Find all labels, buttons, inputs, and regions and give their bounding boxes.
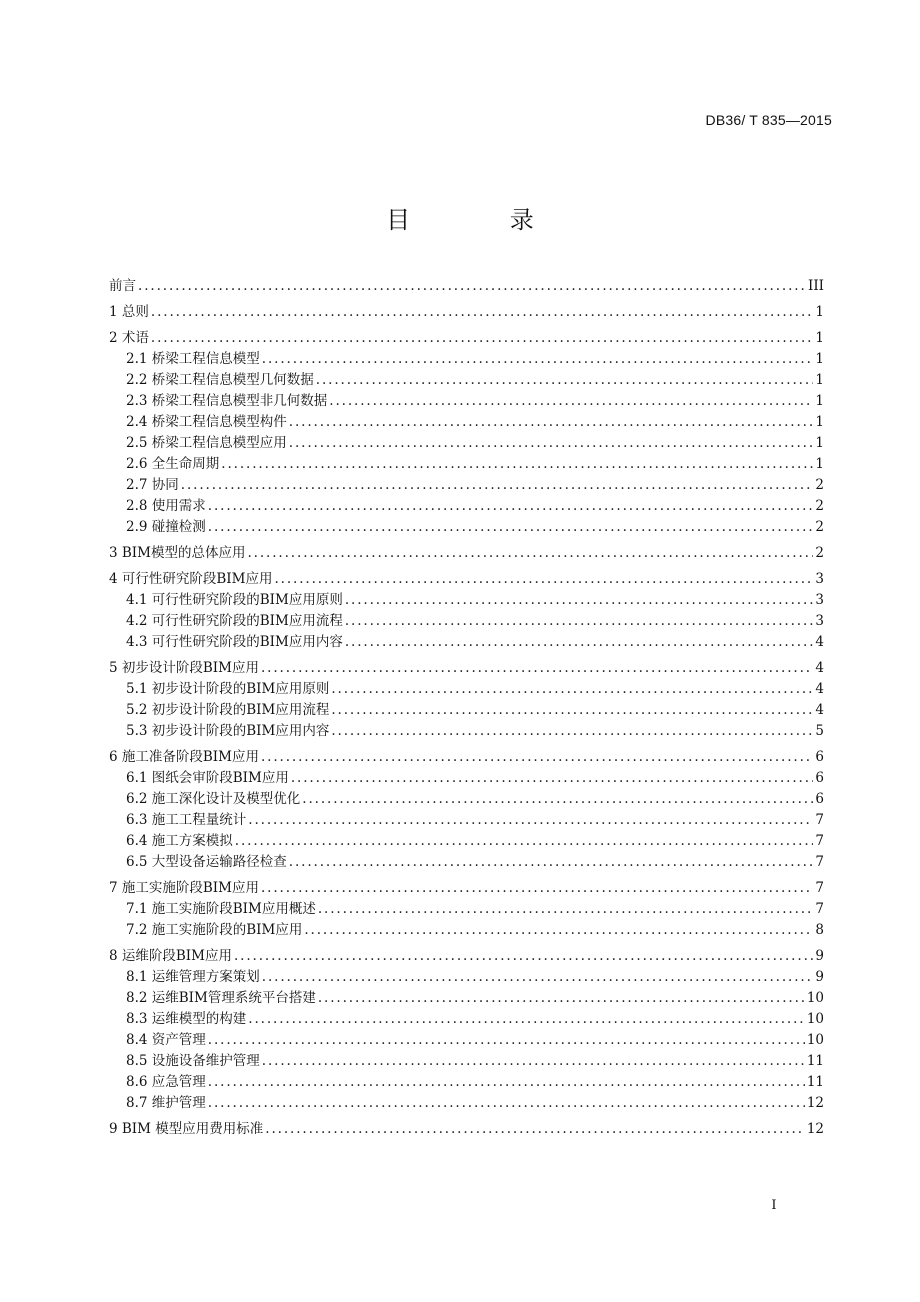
toc-dot-leader	[262, 967, 814, 988]
toc-entry-page: 1	[815, 456, 824, 472]
toc-entry-label: 8.7 维护管理	[126, 1095, 206, 1111]
toc-entry[interactable]	[109, 878, 824, 899]
toc-entry-label: 8.1 运维管理方案策划	[126, 969, 260, 985]
toc-entry-label: 4.2 可行性研究阶段的BIM应用流程	[126, 613, 343, 629]
toc-dot-leader	[265, 1119, 805, 1140]
toc-dot-leader	[248, 1009, 805, 1030]
toc-entry-page: 4	[815, 702, 824, 718]
toc-dot-leader	[262, 1051, 805, 1072]
toc-entry-page: 7	[815, 812, 824, 828]
toc-dot-leader	[274, 569, 813, 590]
toc-entry-page: 5	[815, 723, 824, 739]
toc-dot-leader	[331, 721, 813, 742]
toc-entry[interactable]	[109, 747, 824, 768]
toc-dot-leader	[261, 747, 813, 768]
toc-dot-leader	[289, 412, 814, 433]
table-of-contents	[109, 276, 824, 1140]
toc-dot-leader	[234, 946, 813, 967]
toc-dot-leader	[261, 658, 813, 679]
toc-entry-label: 6.2 施工深化设计及模型优化	[126, 791, 301, 807]
toc-entry[interactable]	[109, 967, 824, 988]
toc-entry-page: 7	[815, 880, 824, 896]
toc-entry-label: 9 BIM 模型应用费用标准	[109, 1121, 264, 1137]
toc-entry[interactable]	[109, 611, 824, 632]
document-code: DB36/ T 835—2015	[705, 112, 832, 128]
toc-entry-label: 4.3 可行性研究阶段的BIM应用内容	[126, 634, 343, 650]
toc-entry-page: 6	[815, 749, 824, 765]
toc-dot-leader	[302, 789, 813, 810]
toc-entry-label: 5.2 初步设计阶段的BIM应用流程	[126, 702, 330, 718]
toc-dot-leader	[208, 517, 814, 538]
toc-entry[interactable]	[109, 412, 824, 433]
toc-entry-page: 7	[815, 901, 824, 917]
toc-entry-label: 7 施工实施阶段BIM应用	[109, 880, 259, 896]
toc-dot-leader	[318, 988, 805, 1009]
toc-entry[interactable]	[109, 370, 824, 391]
toc-entry[interactable]	[109, 700, 824, 721]
toc-entry-label: 8.3 运维模型的构建	[126, 1011, 247, 1027]
toc-entry-page: 4	[815, 634, 824, 650]
toc-dot-leader	[208, 1030, 805, 1051]
toc-entry[interactable]	[109, 433, 824, 454]
toc-entry-label: 5 初步设计阶段BIM应用	[109, 660, 259, 676]
toc-dot-leader	[331, 700, 813, 721]
toc-entry-page: 9	[815, 969, 824, 985]
toc-entry-page: 3	[815, 571, 824, 587]
toc-entry[interactable]	[109, 328, 824, 349]
toc-entry[interactable]	[109, 679, 824, 700]
toc-entry-page: 1	[815, 414, 824, 430]
toc-entry-label: 2.8 使用需求	[126, 498, 206, 514]
toc-entry-label: 5.3 初步设计阶段的BIM应用内容	[126, 723, 330, 739]
toc-entry[interactable]	[109, 517, 824, 538]
toc-entry-label: 7.2 施工实施阶段的BIM应用	[126, 922, 303, 938]
toc-dot-leader	[151, 328, 814, 349]
toc-entry-label: 5.1 初步设计阶段的BIM应用原则	[126, 681, 330, 697]
toc-entry-page: 11	[806, 1074, 824, 1090]
toc-dot-leader	[345, 590, 814, 611]
toc-entry[interactable]	[109, 1030, 824, 1051]
toc-entry-label: 3 BIM模型的总体应用	[109, 545, 246, 561]
toc-dot-leader	[261, 878, 813, 899]
toc-entry-page: 1	[815, 435, 824, 451]
toc-entry-page: 12	[806, 1121, 824, 1137]
toc-entry-page: 7	[815, 854, 824, 870]
toc-entry-page: 1	[815, 372, 824, 388]
toc-dot-leader	[289, 852, 814, 873]
toc-entry-label: 6.3 施工工程量统计	[126, 812, 247, 828]
toc-dot-leader	[208, 496, 814, 517]
toc-entry[interactable]	[109, 1093, 824, 1114]
toc-entry[interactable]	[109, 475, 824, 496]
toc-entry-page: 3	[815, 613, 824, 629]
toc-dot-leader	[345, 611, 814, 632]
toc-entry-page: 8	[815, 922, 824, 938]
toc-dot-leader	[151, 302, 814, 323]
toc-entry[interactable]	[109, 496, 824, 517]
toc-dot-leader	[247, 543, 813, 564]
toc-entry-label: 8.2 运维BIM管理系统平台搭建	[126, 990, 316, 1006]
toc-entry-page: 3	[815, 592, 824, 608]
toc-entry-label: 2.4 桥梁工程信息模型构件	[126, 414, 287, 430]
toc-entry[interactable]	[109, 946, 824, 967]
toc-dot-leader	[289, 433, 814, 454]
toc-entry-page: 12	[806, 1095, 824, 1111]
toc-entry-label: 2.9 碰撞检测	[126, 519, 206, 535]
toc-entry-label: 2.2 桥梁工程信息模型几何数据	[126, 372, 314, 388]
toc-dot-leader	[208, 1093, 805, 1114]
toc-entry-label: 2.3 桥梁工程信息模型非几何数据	[126, 393, 328, 409]
toc-entry-page: 4	[815, 660, 824, 676]
toc-entry-page: 4	[815, 681, 824, 697]
toc-entry[interactable]	[109, 349, 824, 370]
toc-dot-leader	[221, 454, 813, 475]
toc-dot-leader	[316, 370, 814, 391]
toc-entry[interactable]	[109, 276, 824, 297]
toc-entry-label: 6.1 图纸会审阶段BIM应用	[126, 770, 289, 786]
toc-entry[interactable]	[109, 899, 824, 920]
toc-entry[interactable]	[109, 658, 824, 679]
toc-dot-leader	[208, 1072, 805, 1093]
toc-entry-label: 前言	[109, 278, 136, 294]
toc-entry-label: 2.1 桥梁工程信息模型	[126, 351, 260, 367]
page-number: I	[771, 1198, 777, 1213]
toc-dot-leader	[304, 920, 813, 941]
toc-entry[interactable]	[109, 632, 824, 653]
toc-entry[interactable]	[109, 810, 824, 831]
toc-entry-label: 8.6 应急管理	[126, 1074, 206, 1090]
toc-entry-label: 4 可行性研究阶段BIM应用	[109, 571, 273, 587]
toc-entry-label: 8.5 设施设备维护管理	[126, 1053, 260, 1069]
toc-entry-label: 8.4 资产管理	[126, 1032, 206, 1048]
toc-entry-page: 1	[815, 351, 824, 367]
toc-entry-page: 7	[815, 833, 824, 849]
toc-entry-label: 4.1 可行性研究阶段的BIM应用原则	[126, 592, 343, 608]
toc-entry[interactable]	[109, 590, 824, 611]
toc-dot-leader	[329, 391, 813, 412]
toc-entry[interactable]	[109, 852, 824, 873]
toc-dot-leader	[291, 768, 814, 789]
toc-entry[interactable]	[109, 768, 824, 789]
toc-entry-label: 7.1 施工实施阶段BIM应用概述	[126, 901, 316, 917]
toc-entry-label: 2.7 协同	[126, 477, 179, 493]
toc-entry[interactable]	[109, 1072, 824, 1093]
toc-entry-page: 10	[806, 990, 824, 1006]
toc-entry-page: 1	[815, 304, 824, 320]
toc-dot-leader	[235, 831, 814, 852]
toc-entry-label: 6.4 施工方案模拟	[126, 833, 233, 849]
toc-entry[interactable]	[109, 831, 824, 852]
toc-entry-page: 9	[815, 948, 824, 964]
toc-entry-label: 8 运维阶段BIM应用	[109, 948, 232, 964]
toc-entry[interactable]	[109, 391, 824, 412]
toc-entry-label: 6 施工准备阶段BIM应用	[109, 749, 259, 765]
toc-entry-label: 6.5 大型设备运输路径检查	[126, 854, 287, 870]
toc-entry-label: 2 术语	[109, 330, 149, 346]
page-title: 目 录	[386, 206, 580, 234]
toc-entry-page: 2	[815, 477, 824, 493]
toc-entry-page: 10	[806, 1011, 824, 1027]
toc-entry[interactable]	[109, 789, 824, 810]
toc-entry[interactable]	[109, 1051, 824, 1072]
toc-entry-page: 1	[815, 330, 824, 346]
toc-dot-leader	[262, 349, 814, 370]
toc-entry[interactable]	[109, 1119, 824, 1140]
toc-entry[interactable]	[109, 721, 824, 742]
toc-entry-page: 2	[815, 545, 824, 561]
toc-entry[interactable]	[109, 1009, 824, 1030]
toc-entry-page: 2	[815, 519, 824, 535]
toc-dot-leader	[138, 276, 806, 297]
toc-dot-leader	[345, 632, 814, 653]
toc-entry[interactable]	[109, 569, 824, 590]
toc-entry-page: 10	[806, 1032, 824, 1048]
toc-entry-page: 6	[815, 770, 824, 786]
toc-dot-leader	[318, 899, 814, 920]
toc-entry-label: 2.5 桥梁工程信息模型应用	[126, 435, 287, 451]
toc-entry-page: 2	[815, 498, 824, 514]
toc-entry[interactable]	[109, 988, 824, 1009]
toc-entry[interactable]	[109, 454, 824, 475]
toc-entry-label: 2.6 全生命周期	[126, 456, 220, 472]
toc-entry[interactable]	[109, 920, 824, 941]
toc-entry[interactable]	[109, 302, 824, 323]
toc-dot-leader	[181, 475, 814, 496]
toc-entry-page: 6	[815, 791, 824, 807]
toc-dot-leader	[331, 679, 813, 700]
toc-entry[interactable]	[109, 543, 824, 564]
toc-entry-page: 1	[815, 393, 824, 409]
toc-entry-page: III	[808, 278, 824, 294]
toc-entry-page: 11	[806, 1053, 824, 1069]
toc-dot-leader	[248, 810, 813, 831]
toc-entry-label: 1 总则	[109, 304, 149, 320]
